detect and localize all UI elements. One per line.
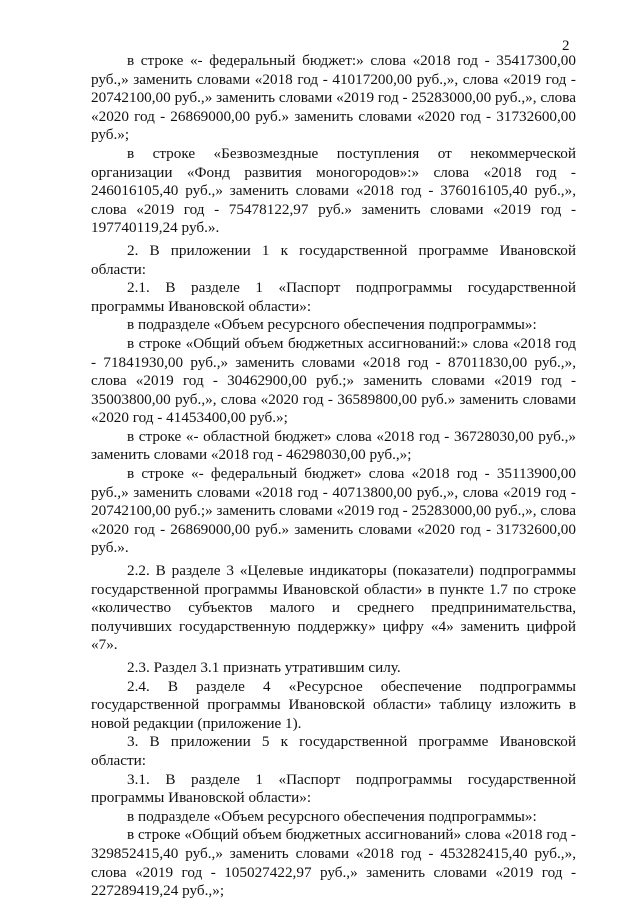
paragraph: 3. В приложении 5 к государственной программе Ивановской области: — [91, 733, 576, 769]
paragraph: в подразделе «Объем ресурсного обеспечения подпрограммы»: — [127, 807, 537, 825]
paragraph: 3.1. В разделе 1 «Паспорт подпрограммы государственной программы Ивановской области»: — [91, 770, 576, 807]
page-number: 2 — [562, 38, 570, 54]
paragraph: в строке «- областной бюджет» слова «2018 год - 36728030,00 руб.,» заменить словами «2018 год - 46298030,00 руб.,»; — [91, 427, 576, 464]
paragraph: в строке «Общий объем бюджетных ассигнований:» слова «2018 год - 71841930,00 руб.,» заменить словами «2018 год - 87011830,00 руб.,», слова «2019 год - 30462900,00 руб.;» заменить словами «2019 год - 35003800,00 руб.,», слова «2020 год - 36589800,00 руб.» заменить словами «2020 год - 41453400,00 руб.»; — [91, 334, 576, 427]
paragraph: в строке «- федеральный бюджет» слова «2018 год - 35113900,00 руб.,» заменить словами «2018 год - 40713800,00 руб.,», слова «2019 год - 20742100,00 руб.;» заменить словами «2019 год - 25283000,00 руб.,», слова «2020 год - 26869000,00 руб.» заменить словами «2020 год - 31732600,00 руб.». — [91, 465, 576, 557]
paragraph: 2. В приложении 1 к государственной программе Ивановской области: — [91, 241, 576, 278]
paragraph: 2.3. Раздел 3.1 признать утратившим силу. — [127, 659, 401, 676]
document-body — [91, 52, 576, 901]
paragraph: 2.4. В разделе 4 «Ресурсное обеспечение подпрограммы государственной программы Ивановской области» таблицу изложить в новой редакции (приложение 1). — [91, 677, 576, 732]
paragraph: 2.2. В разделе 3 «Целевые индикаторы (показатели) подпрограммы государственной программы Ивановской области» в пункте 1.7 по строке «количество субъектов малого и среднего предпринимательства, получивших государственную поддержку» цифру «4» заменить цифрой «7». — [91, 562, 576, 654]
paragraph: в подразделе «Объем ресурсного обеспечения подпрограммы»: — [127, 316, 537, 334]
paragraph: в строке «Безвозмездные поступления от некоммерческой организации «Фонд развития моногородов»:» слова «2018 год - 246016105,40 руб.,» заменить словами «2018 год - 376016105,40 руб.,», слова «2019 год - 75478122,97 руб.» заменить словами «2019 год - 197740119,24 руб.». — [91, 144, 576, 237]
paragraph: в строке «- федеральный бюджет:» слова «2018 год - 35417300,00 руб.,» заменить словами «2018 год - 41017200,00 руб.,», слова «2019 год - 20742100,00 руб.,» заменить словами «2019 год - 25283000,00 руб.,», слова «2020 год - 26869000,00 руб.» заменить словами «2020 год - 31732600,00 руб.»; — [91, 52, 576, 144]
paragraph: 2.1. В разделе 1 «Паспорт подпрограммы государственной программы Ивановской области»: — [91, 279, 576, 315]
paragraph: в строке «Общий объем бюджетных ассигнований» слова «2018 год - 329852415,40 руб.,» заменить словами «2018 год - 453282415,40 руб.,», слова «2019 год - 105027422,97 руб.,» заменить словами «2019 год - 227289419,24 руб.,»; — [91, 826, 576, 900]
